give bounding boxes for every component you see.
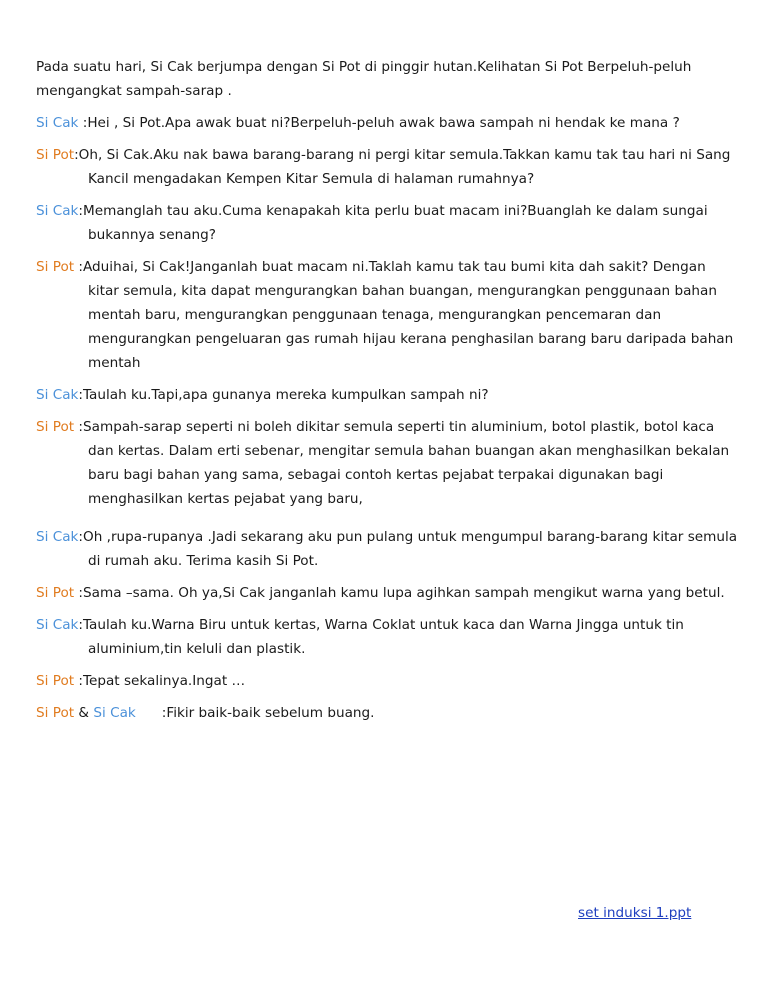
speaker-si-cak: Si Cak bbox=[36, 529, 79, 545]
intro-paragraph: Pada suatu hari, Si Cak berjumpa dengan Si Pot di pinggir hutan.Kelihatan Si Pot Berpeluh-peluh mengangkat sampah-sarap . bbox=[36, 59, 692, 99]
dialogue-text: :Oh, Si Cak.Aku nak bawa barang-barang ni pergi kitar semula.Takkan kamu tak tau hari ni Sang Kancil mengadakan Kempen Kitar Semula di halaman rumahnya? bbox=[74, 147, 731, 187]
speaker-si-pot: Si Pot bbox=[36, 147, 75, 163]
dialogue-line bbox=[36, 111, 740, 135]
dialogue-line bbox=[36, 199, 740, 247]
dialogue-text: :Sampah-sarap seperti ni boleh dikitar semula seperti tin aluminium, botol plastik, botol kaca dan kertas. Dalam erti sebenar, mengitar semula bahan buangan akan menghasilkan bekalan baru bagi bahan yang sama, sebagai contoh kertas pejabat terpakai digunakan bagi menghasilkan kertas pejabat yang baru, bbox=[74, 419, 730, 507]
dialogue-line bbox=[36, 581, 740, 605]
document-body bbox=[36, 55, 740, 733]
speaker-si-pot: Si Pot bbox=[36, 585, 75, 601]
speaker-si-pot: Si Pot bbox=[36, 705, 75, 721]
dialogue-text: :Oh ,rupa-rupanya .Jadi sekarang aku pun pulang untuk mengumpul barang-barang kitar semula di rumah aku. Terima kasih Si Pot. bbox=[78, 529, 738, 569]
speaker-si-cak: Si Cak bbox=[36, 387, 79, 403]
dialogue-text: :Taulah ku.Tapi,apa gunanya mereka kumpulkan sampah ni? bbox=[78, 387, 489, 403]
dialogue-list bbox=[36, 111, 740, 725]
speaker-si-cak: Si Cak bbox=[36, 115, 79, 131]
dialogue-text: :Taulah ku.Warna Biru untuk kertas, Warna Coklat untuk kaca dan Warna Jingga untuk tin aluminium,tin keluli dan plastik. bbox=[78, 617, 684, 657]
speaker-si-cak: Si Cak bbox=[93, 705, 136, 721]
dialogue-line bbox=[36, 383, 740, 407]
speaker-si-pot: Si Pot bbox=[36, 419, 75, 435]
dialogue-text: :Aduihai, Si Cak!Janganlah buat macam ni.Taklah kamu tak tau bumi kita dah sakit? Dengan kitar semula, kita dapat mengurangkan bahan buangan, mengurangkan penggunaan bahan mentah baru, mengurangkan penggunaan tenaga, mengurangkan pencemaran dan mengurangkan pengeluaran gas rumah hijau kerana penghasilan barang baru daripada bahan mentah bbox=[74, 259, 734, 371]
dialogue-text: :Sama –sama. Oh ya,Si Cak janganlah kamu lupa agihkan sampah mengikut warna yang betul. bbox=[74, 585, 725, 601]
dialogue-line bbox=[36, 525, 740, 573]
speaker-si-cak: Si Cak bbox=[36, 617, 79, 633]
speaker-si-pot: Si Pot bbox=[36, 673, 75, 689]
final-dialogue-line bbox=[36, 701, 740, 725]
dialogue-text: :Tepat sekalinya.Ingat … bbox=[74, 673, 246, 689]
dialogue-text: :Memanglah tau aku.Cuma kenapakah kita perlu buat macam ini?Buanglah ke dalam sungai bukannya senang? bbox=[78, 203, 708, 243]
dialogue-line bbox=[36, 415, 740, 511]
speaker-si-pot: Si Pot bbox=[36, 259, 75, 275]
dialogue-text: :Fikir baik-baik sebelum buang. bbox=[161, 705, 375, 721]
ampersand: & bbox=[78, 705, 90, 721]
dialogue-line bbox=[36, 613, 740, 661]
dialogue-line bbox=[36, 143, 740, 191]
file-link[interactable]: set induksi 1.ppt bbox=[578, 905, 692, 921]
speaker-si-cak: Si Cak bbox=[36, 203, 79, 219]
dialogue-text: :Hei , Si Pot.Apa awak buat ni?Berpeluh-peluh awak bawa sampah ni hendak ke mana ? bbox=[78, 115, 680, 131]
dialogue-line bbox=[36, 669, 740, 693]
dialogue-line bbox=[36, 255, 740, 375]
